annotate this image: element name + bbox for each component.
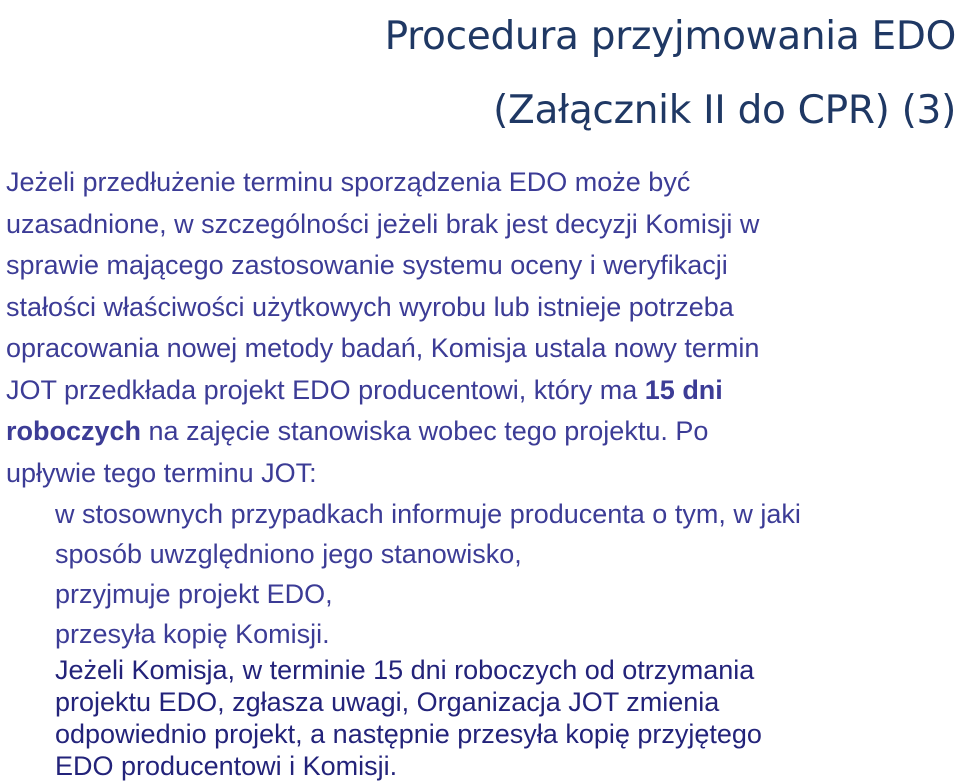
slide-title-line-2: (Załącznik II do CPR) (3) xyxy=(493,88,956,133)
step-item: w stosownych przypadkach informuje producenta o tym, w jaki xyxy=(55,499,801,529)
deadline-emphasis: 15 dni xyxy=(644,374,723,405)
paragraph-line xyxy=(0,370,960,412)
step-item: przesyła kopię Komisji. xyxy=(55,619,330,649)
paragraph-line: Jeżeli przedłużenie terminu sporządzenia EDO może być xyxy=(6,167,691,197)
paragraph-line: sprawie mającego zastosowanie systemu oceny i weryfikacji xyxy=(6,250,728,280)
slide-title-line-1: Procedura przyjmowania EDO xyxy=(384,14,956,59)
step-list xyxy=(0,494,960,654)
paragraph-line: stałości właściwości użytkowych wyrobu lub istnieje potrzeba xyxy=(6,291,734,322)
paragraph-jot-procedure xyxy=(0,370,960,495)
paragraph-line: uzasadnione, w szczególności jeżeli brak jest decyzji Komisji w xyxy=(6,208,760,239)
paragraph-line: upływie tego terminu JOT: xyxy=(6,457,317,488)
step-item: sposób uwzględniono jego stanowisko, xyxy=(55,539,522,569)
note-line: Jeżeli Komisja, w terminie 15 dni roboczych od otrzymania xyxy=(55,655,755,685)
step-item: przyjmuje projekt EDO, xyxy=(55,579,333,609)
deadline-emphasis: roboczych xyxy=(6,416,142,446)
slide-title xyxy=(385,0,956,148)
commission-note xyxy=(0,654,960,782)
note-line: EDO producentowi i Komisji. xyxy=(55,751,398,781)
text-segment: na zajęcie stanowiska wobec tego projektu. Po xyxy=(141,416,709,446)
paragraph-extension xyxy=(0,162,960,370)
slide-body xyxy=(0,162,960,782)
paragraph-line: opracowania nowej metody badań, Komisja ustala nowy termin xyxy=(6,333,760,363)
note-line: odpowiednio projekt, a następnie przesyła kopię przyjętego xyxy=(55,719,762,749)
paragraph-line xyxy=(0,411,960,453)
text-segment: JOT przedkłada projekt EDO producentowi, który ma xyxy=(6,374,645,405)
note-line: projektu EDO, zgłasza uwagi, Organizacja JOT zmienia xyxy=(55,687,720,717)
